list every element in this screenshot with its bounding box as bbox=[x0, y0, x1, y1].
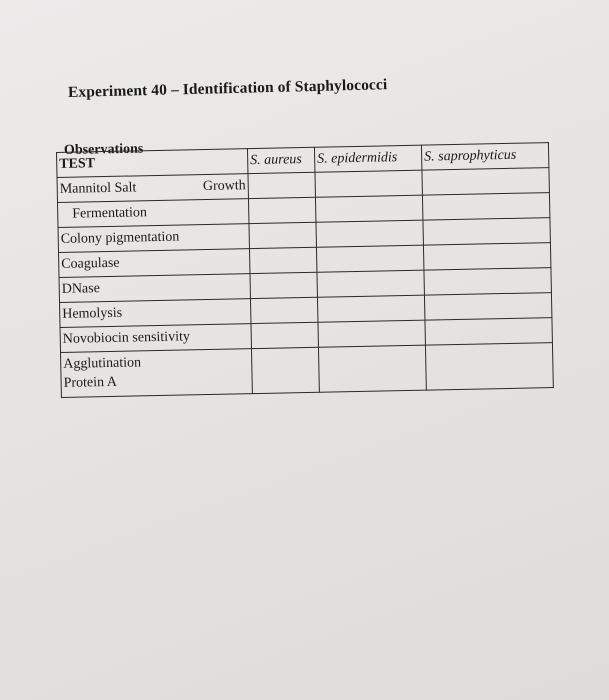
result-cell[interactable] bbox=[424, 268, 551, 296]
row-label-dnase: DNase bbox=[59, 274, 250, 303]
result-cell[interactable] bbox=[425, 343, 553, 391]
result-cell[interactable] bbox=[317, 270, 424, 297]
result-cell[interactable] bbox=[318, 320, 425, 347]
header-s-aureus: S. aureus bbox=[247, 147, 314, 173]
row-label-colony-pigmentation: Colony pigmentation bbox=[58, 224, 249, 253]
observations-table-wrapper bbox=[56, 142, 554, 398]
row-label-mannitol bbox=[57, 174, 248, 203]
result-cell[interactable] bbox=[315, 170, 422, 197]
result-cell[interactable] bbox=[423, 218, 550, 246]
result-cell[interactable] bbox=[424, 293, 551, 321]
header-test: TEST bbox=[57, 149, 248, 178]
protein-a-label: Protein A bbox=[63, 374, 118, 391]
agglutination-label: Agglutination bbox=[63, 355, 142, 372]
document-title: Experiment 40 – Identification of Staphylococci bbox=[67, 76, 388, 101]
header-s-epidermidis: S. epidermidis bbox=[314, 145, 421, 172]
result-cell[interactable] bbox=[316, 245, 423, 272]
row-label-novobiocin: Novobiocin sensitivity bbox=[60, 324, 251, 353]
table-row bbox=[61, 343, 554, 398]
result-cell[interactable] bbox=[423, 243, 550, 271]
header-s-saprophyticus: S. saprophyticus bbox=[421, 143, 548, 171]
result-cell[interactable] bbox=[315, 195, 422, 222]
result-cell[interactable] bbox=[425, 318, 552, 346]
result-cell[interactable] bbox=[422, 193, 549, 221]
row-label-fermentation: Fermentation bbox=[58, 199, 249, 228]
result-cell[interactable] bbox=[249, 247, 316, 273]
row-label-coagulase: Coagulase bbox=[59, 249, 250, 278]
result-cell[interactable] bbox=[318, 345, 426, 392]
result-cell[interactable] bbox=[250, 297, 317, 323]
result-cell[interactable] bbox=[317, 295, 424, 322]
row-label-agglutination bbox=[61, 349, 253, 398]
result-cell[interactable] bbox=[250, 272, 317, 298]
growth-label: Growth bbox=[202, 178, 246, 195]
result-cell[interactable] bbox=[248, 197, 315, 223]
result-cell[interactable] bbox=[316, 220, 423, 247]
result-cell[interactable] bbox=[248, 172, 315, 198]
result-cell[interactable] bbox=[251, 322, 318, 348]
mannitol-salt-label: Mannitol Salt bbox=[59, 180, 137, 197]
observations-heading: Observations bbox=[63, 141, 144, 158]
row-label-hemolysis: Hemolysis bbox=[60, 299, 251, 328]
observations-table bbox=[56, 142, 554, 398]
result-cell[interactable] bbox=[422, 168, 549, 196]
result-cell[interactable] bbox=[249, 222, 316, 248]
result-cell[interactable] bbox=[251, 347, 319, 393]
